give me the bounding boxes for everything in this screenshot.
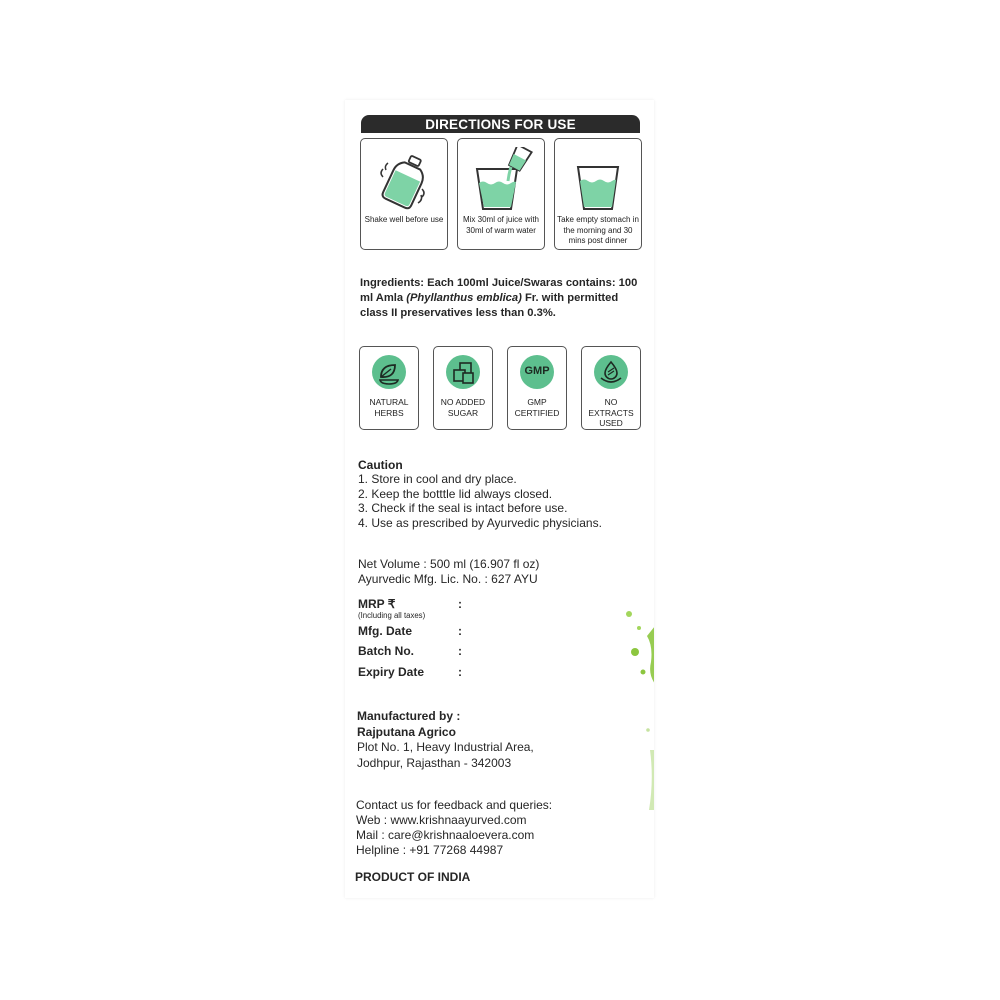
caution-item: 3. Check if the seal is intact before use. [358,501,568,515]
badge-no-extracts [581,346,641,430]
badge-caption-gmp-certified: GMP CERTIFIED [514,397,560,418]
badge-caption-natural-herbs: NATURAL HERBS [369,397,409,418]
label-panel [345,100,654,898]
shake-bottle-icon [374,147,434,213]
mfg-date-colon: : [458,624,462,638]
caution-list [358,472,648,530]
green-splash-decoration [620,600,654,820]
batch-colon: : [458,644,462,658]
glass-icon [568,147,628,213]
ingredients-text-before: Each 100ml Juice/Swaras contains: 100 ml Amla [360,277,638,304]
mrp-note: (Including all taxes) [358,611,426,620]
badge-caption-no-extracts: NO EXTRACTS USED [588,397,634,428]
badge-caption-no-added-sugar: NO ADDED SUGAR [440,397,486,418]
direction-card-shake [360,138,448,250]
manufacturer-address-line2: Jodhpur, Rajasthan - 342003 [357,755,512,770]
direction-card-mix [457,138,545,250]
contact-mail: Mail : care@krishnaaloevera.com [356,828,535,842]
direction-card-glass [554,138,642,250]
caution-title: Caution [358,458,403,472]
product-info [358,557,539,587]
manufacturer-block [357,709,534,771]
mix-glass-icon [471,147,533,213]
ingredients-text [360,276,645,321]
net-volume: Net Volume : 500 ml (16.907 fl oz) [358,557,540,571]
no-added-sugar-icon [446,355,480,389]
directions-header: DIRECTIONS FOR USE [361,115,640,133]
ingredients-label: Ingredients: [360,277,425,289]
product-origin: PRODUCT OF INDIA [355,870,471,884]
expiry-colon: : [458,665,462,679]
badge-no-added-sugar [433,346,493,430]
gmp-icon [520,355,554,389]
caution-item: 2. Keep the botttle lid always closed. [358,486,553,501]
mfg-date-label: Mfg. Date [358,624,412,638]
ingredients-botanical: (Phyllanthus emblica) [406,292,522,304]
contact-heading: Contact us for feedback and queries: [356,798,553,812]
caution-item: 1. Store in cool and dry place. [358,472,517,486]
expiry-label: Expiry Date [358,665,425,679]
contact-web: Web : www.krishnaayurved.com [356,813,527,827]
badge-natural-herbs [359,346,419,430]
natural-herbs-icon [372,355,406,389]
caution-item: 4. Use as prescribed by Ayurvedic physicians. [358,515,602,530]
badge-gmp-certified [507,346,567,430]
ingredients-text-after: Fr. with permitted class II preservatives less than 0.3%. [360,292,619,319]
mfg-license: Ayurvedic Mfg. Lic. No. : 627 AYU [358,572,538,586]
manufacturer-address-line1: Plot No. 1, Heavy Industrial Area, [357,740,534,754]
direction-caption-glass: Take empty stomach in the morning and 30 mins post dinner [557,215,639,245]
manufacturer-name: Rajputana Agrico [357,724,456,739]
mrp-label: MRP ₹ [358,597,396,611]
mrp-colon: : [458,597,462,611]
direction-caption-shake: Shake well before use [364,215,444,224]
no-extracts-icon [594,355,628,389]
batch-label: Batch No. [358,644,415,658]
contact-helpline: Helpline : +91 77268 44987 [356,843,504,857]
manufacturer-heading: Manufactured by : [357,709,461,723]
gmp-icon-text: GMP [524,365,550,377]
direction-caption-mix: Mix 30ml of juice with 30ml of warm water [462,215,540,235]
contact-block [356,798,552,858]
